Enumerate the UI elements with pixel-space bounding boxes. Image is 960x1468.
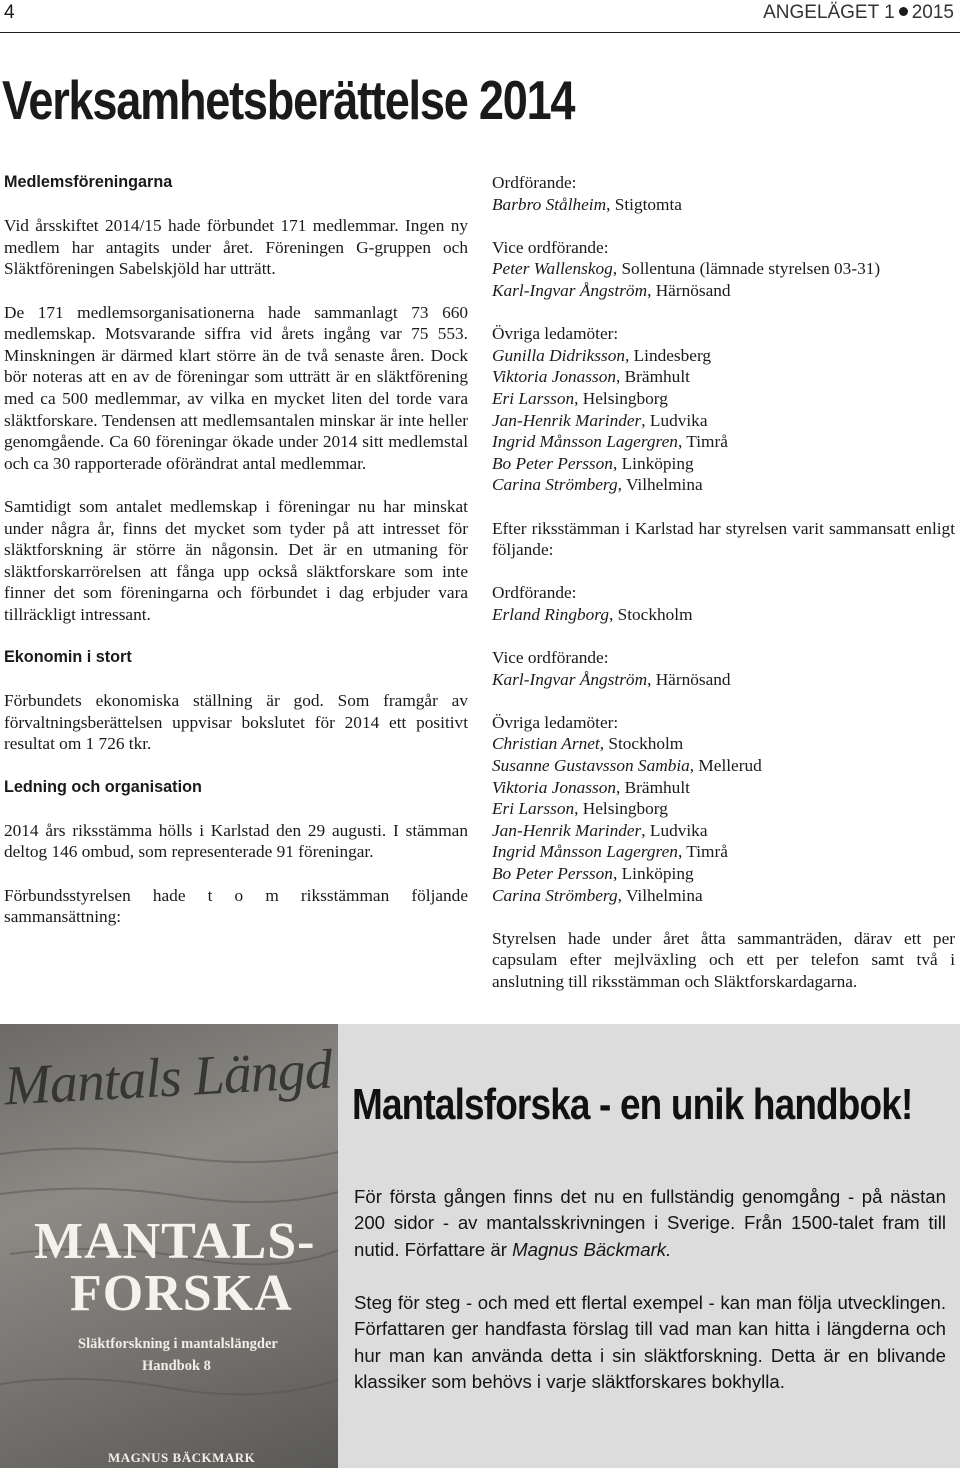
book-cover-title: MANTALS- (34, 1213, 316, 1270)
board-member: Ingrid Månsson Lagergren, Timrå (492, 432, 728, 452)
ad-headline: Mantalsforska - en unik handbok! (352, 1080, 913, 1129)
header-rule (0, 32, 960, 33)
members-label: Övriga ledamöter: (492, 712, 619, 732)
vice-chair-label: Vice ordförande: (492, 237, 609, 257)
paragraph: Vid årsskiftet 2014/15 hade förbundet 171 medlemmar. Ingen ny medlem har antagits under året. Föreningen G-gruppen och Släktföreningen Sabelskjöld har utträtt. (4, 216, 468, 279)
board-member: Jan-Henrik Marinder, Ludvika (492, 410, 708, 430)
paragraph: Samtidigt som antalet medlemskap i föreningar nu har minskat under några år, finns det mycket som tyder på att intresset för släktforskning är större än någonsin. Det är en utmaning för släktforskarrörelsen att fånga upp också släktforskare som inte finner det som föreningarna och förbundet i dag erbjuder vara tillräckligt intressant. (4, 496, 468, 624)
paragraph: 2014 års riksstämma hölls i Karlstad den 29 augusti. I stämman deltog 146 ombud, som representerade 91 föreningar. (4, 820, 468, 862)
book-cover-subtitle: Släktforskning i mantalslängder (78, 1336, 278, 1352)
page-title: Verksamhetsberättelse 2014 (2, 69, 575, 131)
board-member: Viktoria Jonasson, Brämhult (492, 777, 690, 797)
bullet-dot-icon (899, 7, 908, 16)
chair-label: Ordförande: (492, 583, 577, 603)
paragraph: Styrelsen hade under året åtta sammanträden, därav ett per capsulam efter mejlväxling och ett per telefon samt två i anslutning till riksstämman och Släktforskardagarna. (492, 928, 955, 991)
section-heading-members: Medlemsföreningarna (4, 173, 173, 191)
board-member: Bo Peter Persson, Linköping (492, 453, 694, 473)
board-member: Jan-Henrik Marinder, Ludvika (492, 820, 708, 840)
board-member: Peter Wallenskog, Sollentuna (lämnade styrelsen 03-31) (492, 259, 881, 279)
board-member: Eri Larsson, Helsingborg (492, 799, 668, 819)
ad-paragraph: För första gången finns det nu en fullständig genomgång - på nästan 200 sidor - av mantalsskrivningen i Sverige. Från 1500-talet fram till nutid. Författare är Magnus Bäckmark. (354, 1186, 946, 1260)
chair-label: Ordförande: (492, 173, 577, 192)
board-member: Susanne Gustavsson Sambia, Mellerud (492, 756, 762, 776)
vice-chair-label: Vice ordförande: (492, 648, 609, 668)
publication-name: ANGELÄGET 1 (763, 2, 895, 23)
book-cover-image (0, 1024, 338, 1468)
board-member: Erland Ringborg, Stockholm (492, 604, 693, 624)
board-member: Carina Strömberg, Vilhelmina (492, 475, 703, 495)
board-member: Karl-Ingvar Ångström, Härnösand (492, 669, 731, 689)
running-header (763, 2, 954, 24)
paragraph: De 171 medlemsorganisationerna hade sammanlagt 73 660 medlemskap. Motsvarande siffra vid årets ingång var 75 553. Minskningen är därmed klart större än de två senaste åren. Dock bör noteras att en av de föreningar som utträtt är en släktförening med ca 500 medlemmar, av vilka en mycket liten del torde vara släktforskare. Tendensen att medlemsantalen minskar är inte heller genomgående. Ca 60 föreningar ökade under 2014 sitt medlemstal och ca 30 rapporterade oförändrat antal medlemmar. (4, 302, 468, 473)
board-member: Barbro Stålheim, Stigtomta (492, 194, 682, 214)
board-member: Carina Strömberg, Vilhelmina (492, 885, 703, 905)
paragraph: Förbundets ekonomiska ställning är god. Som framgår av förvaltningsberättelsen uppvisar bokslutet för 2014 ett positivt resultat om 1 726 tkr. (4, 691, 468, 754)
board-member: Eri Larsson, Helsingborg (492, 388, 668, 408)
board-member: Viktoria Jonasson, Brämhult (492, 367, 690, 387)
left-column (4, 172, 468, 928)
section-heading-leadership: Ledning och organisation (4, 777, 202, 796)
book-cover-series: Handbok 8 (142, 1358, 211, 1374)
ad-author: Magnus Bäckmark. (512, 1238, 672, 1260)
book-cover-title: FORSKA (70, 1265, 293, 1322)
board-member: Ingrid Månsson Lagergren, Timrå (492, 842, 728, 862)
publication-year: 2015 (911, 2, 954, 23)
paragraph: Förbundsstyrelsen hade t o m riksstämman följande sammansättning: (4, 885, 468, 927)
page-number: 4 (4, 2, 15, 23)
members-label: Övriga ledamöter: (492, 324, 619, 344)
board-member: Karl-Ingvar Ångström, Härnösand (492, 280, 731, 300)
board-member: Bo Peter Persson, Linköping (492, 864, 694, 883)
section-heading-economy: Ekonomin i stort (4, 648, 132, 667)
ad-paragraph: Steg för steg - och med ett flertal exempel - kan man följa utvecklingen. Författaren ger handfasta förslag till vad man kan hitta i längderna och hur man kan använda detta i sin släktforskning. Detta är en blivande klassiker som behövs i varje släktforskares bokhylla. (354, 1292, 946, 1393)
book-cover-script: Mantals Längd (2, 1038, 334, 1118)
board-member: Christian Arnet, Stockholm (492, 734, 684, 754)
right-column (492, 172, 955, 993)
book-cover-author: MAGNUS BÄCKMARK (108, 1450, 256, 1465)
board-member: Gunilla Didriksson, Lindesberg (492, 345, 712, 365)
paragraph: Efter riksstämman i Karlstad har styrelsen varit sammansatt enligt följande: (492, 518, 955, 560)
